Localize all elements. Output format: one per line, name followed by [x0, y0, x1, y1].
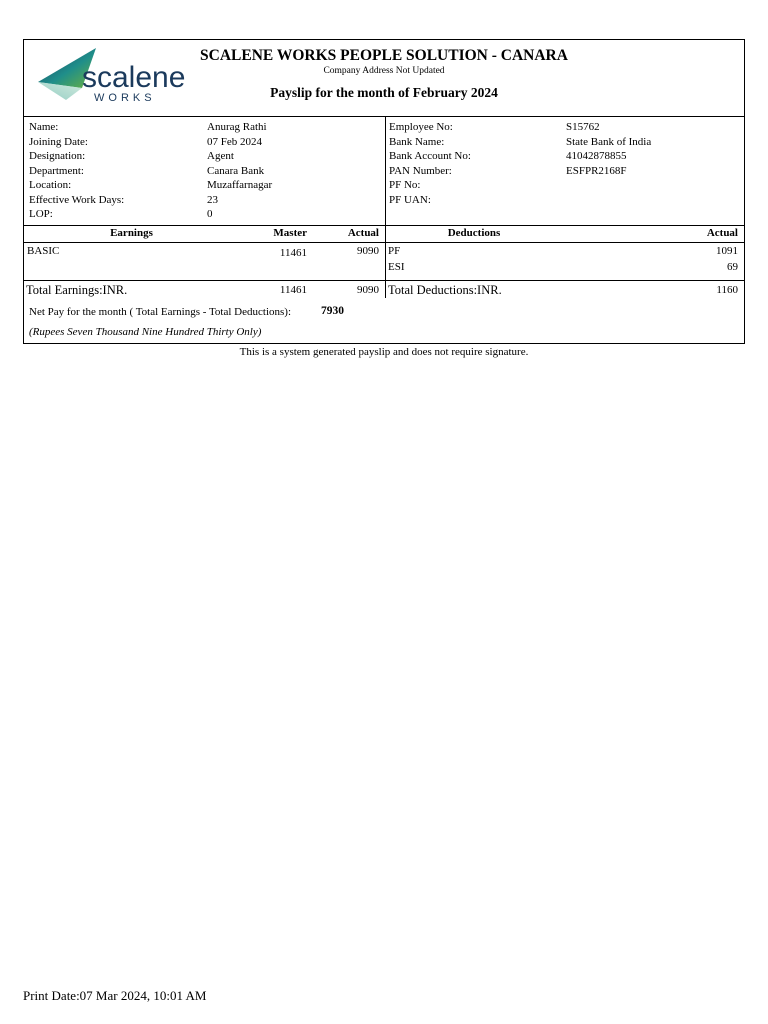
- company-address: Company Address Not Updated: [323, 66, 445, 76]
- earning-name: BASIC: [27, 245, 60, 257]
- employee-no-label: Employee No:: [389, 121, 453, 133]
- employee-no-value: S15762: [566, 121, 600, 133]
- master-header: Master: [273, 227, 307, 239]
- designation-value: Agent: [207, 150, 234, 162]
- net-pay-value: 7930: [321, 305, 344, 317]
- name-value: Anurag Rathi: [207, 121, 267, 133]
- lop-label: LOP:: [29, 208, 53, 220]
- net-pay-in-words: (Rupees Seven Thousand Nine Hundred Thirty Only): [29, 326, 262, 338]
- payslip-title: Payslip for the month of February 2024: [270, 85, 498, 100]
- total-earnings-label: Total Earnings:INR.: [26, 283, 128, 297]
- total-deductions-actual: 1160: [716, 284, 738, 296]
- earning-actual: 9090: [357, 245, 379, 257]
- location-value: Muzaffarnagar: [207, 179, 273, 191]
- joining-date-label: Joining Date:: [29, 135, 88, 148]
- earnings-deductions-table: [24, 225, 744, 298]
- bank-name-label: Bank Name:: [389, 135, 445, 148]
- payslip: [23, 39, 745, 344]
- deduction-actual: 1091: [716, 245, 738, 257]
- deductions-header: Deductions: [447, 227, 501, 239]
- bank-name-value: State Bank of India: [566, 135, 652, 148]
- pf-no-label: PF No:: [389, 179, 421, 191]
- total-earnings-master: 11461: [279, 284, 307, 296]
- department-value: Canara Bank: [207, 164, 265, 177]
- pan-value: ESFPR2168F: [566, 164, 627, 177]
- deductions-actual-header: Actual: [706, 227, 738, 239]
- earnings-actual-header: Actual: [347, 227, 379, 239]
- deduction-name: PF: [388, 245, 401, 257]
- table-total-rule: [24, 280, 744, 281]
- print-date: Print Date:07 Mar 2024, 10:01 AM: [23, 988, 207, 1003]
- lop-value: 0: [207, 208, 213, 220]
- name-label: Name:: [29, 121, 59, 133]
- work-days-label: Effective Work Days:: [29, 193, 125, 206]
- earnings-header: Earnings: [110, 227, 153, 239]
- table-divider: [385, 225, 386, 298]
- earning-master: 11461: [279, 247, 307, 259]
- work-days-value: 23: [207, 193, 218, 206]
- pf-uan-label: PF UAN:: [389, 193, 431, 206]
- bank-account-label: Bank Account No:: [389, 150, 471, 162]
- deduction-name: ESI: [388, 261, 405, 273]
- bank-account-value: 41042878855: [566, 150, 627, 162]
- company-name: SCALENE WORKS PEOPLE SOLUTION - CANARA: [200, 47, 568, 64]
- department-label: Department:: [29, 164, 84, 177]
- location-label: Location:: [29, 179, 72, 191]
- svg-text:WORKS: WORKS: [94, 92, 156, 102]
- total-deductions-label: Total Deductions:INR.: [388, 283, 502, 297]
- payslip-header: [24, 40, 744, 117]
- designation-label: Designation:: [29, 150, 86, 162]
- joining-date-value: 07 Feb 2024: [207, 135, 262, 148]
- info-divider: [385, 117, 386, 225]
- total-earnings-actual: 9090: [357, 284, 379, 296]
- pan-label: PAN Number:: [389, 164, 452, 177]
- system-generated-note: This is a system generated payslip and does not require signature.: [239, 346, 529, 358]
- net-pay-label: Net Pay for the month ( Total Earnings - Total Deductions):: [29, 306, 292, 318]
- table-header-rule: [24, 242, 744, 243]
- employee-info: [24, 117, 744, 226]
- net-pay-section: [24, 298, 744, 343]
- svg-text:scalene: scalene: [82, 61, 186, 94]
- deduction-actual: 69: [727, 261, 738, 273]
